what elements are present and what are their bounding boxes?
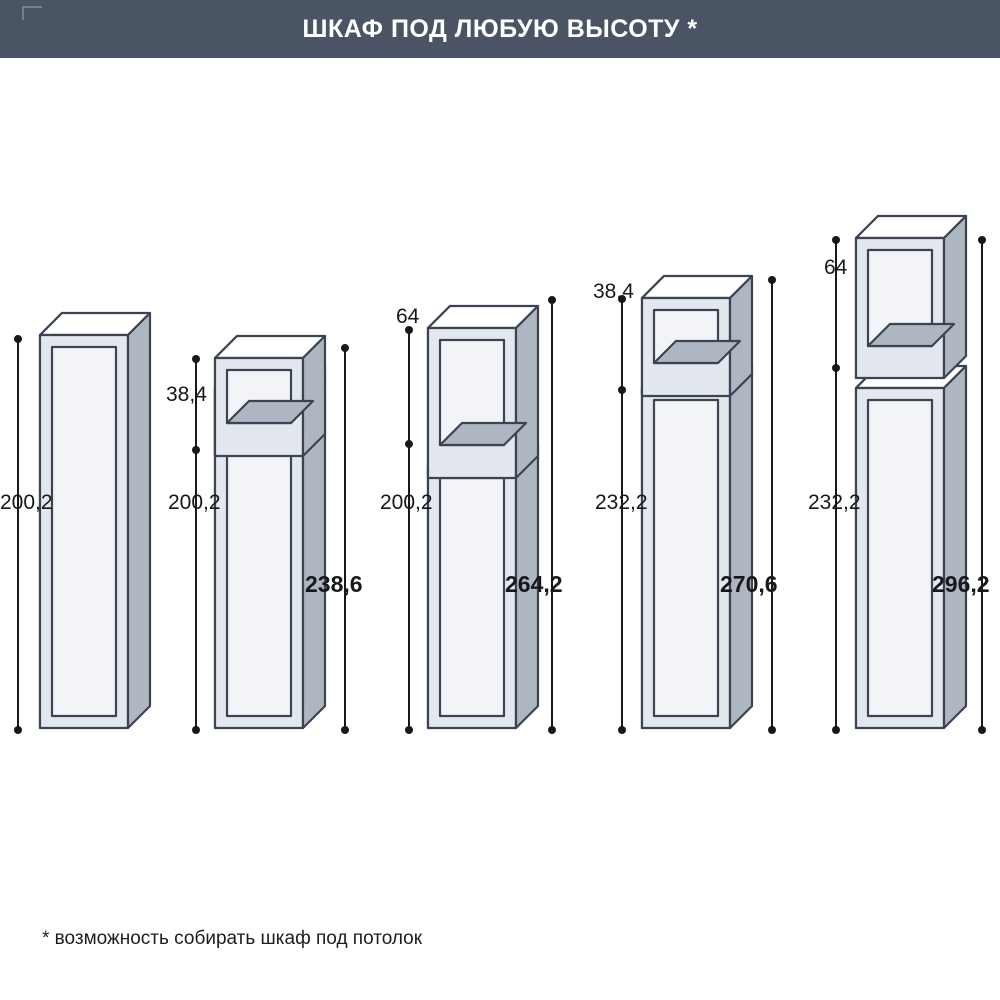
dimension-label-col3-total: 264,2	[505, 571, 563, 597]
dimension-label-col2-total: 238,6	[305, 571, 363, 597]
dimension-label-col2-base: 200,2	[168, 491, 221, 514]
header-bar	[0, 0, 1000, 58]
dimension-label-col4-top: 38,4	[593, 280, 634, 303]
corner-bracket-icon	[22, 6, 42, 20]
dimension-label-col2-top: 38,4	[166, 383, 207, 406]
footnote-text: * возможность собирать шкаф под потолок	[42, 928, 423, 949]
dimension-label-col1-base: 200,2	[0, 491, 53, 514]
page-title: ШКАФ ПОД ЛЮБУЮ ВЫСОТУ *	[302, 14, 698, 43]
dimension-label-col5-total: 296,2	[932, 571, 990, 597]
dimension-label-col5-base: 232,2	[808, 491, 861, 514]
cabinet-diagram	[0, 58, 1000, 938]
cabinet-column-3	[405, 296, 556, 734]
dimension-label-col4-total: 270,6	[720, 571, 778, 597]
cabinet-column-2	[192, 336, 349, 734]
cabinet-column-5	[832, 216, 986, 734]
dimension-label-col3-base: 200,2	[380, 491, 433, 514]
dimension-label-col3-top: 64	[396, 305, 420, 328]
dimension-label-col5-top: 64	[824, 256, 848, 279]
cabinet-column-1	[14, 313, 150, 734]
dimension-label-col4-base: 232,2	[595, 491, 648, 514]
